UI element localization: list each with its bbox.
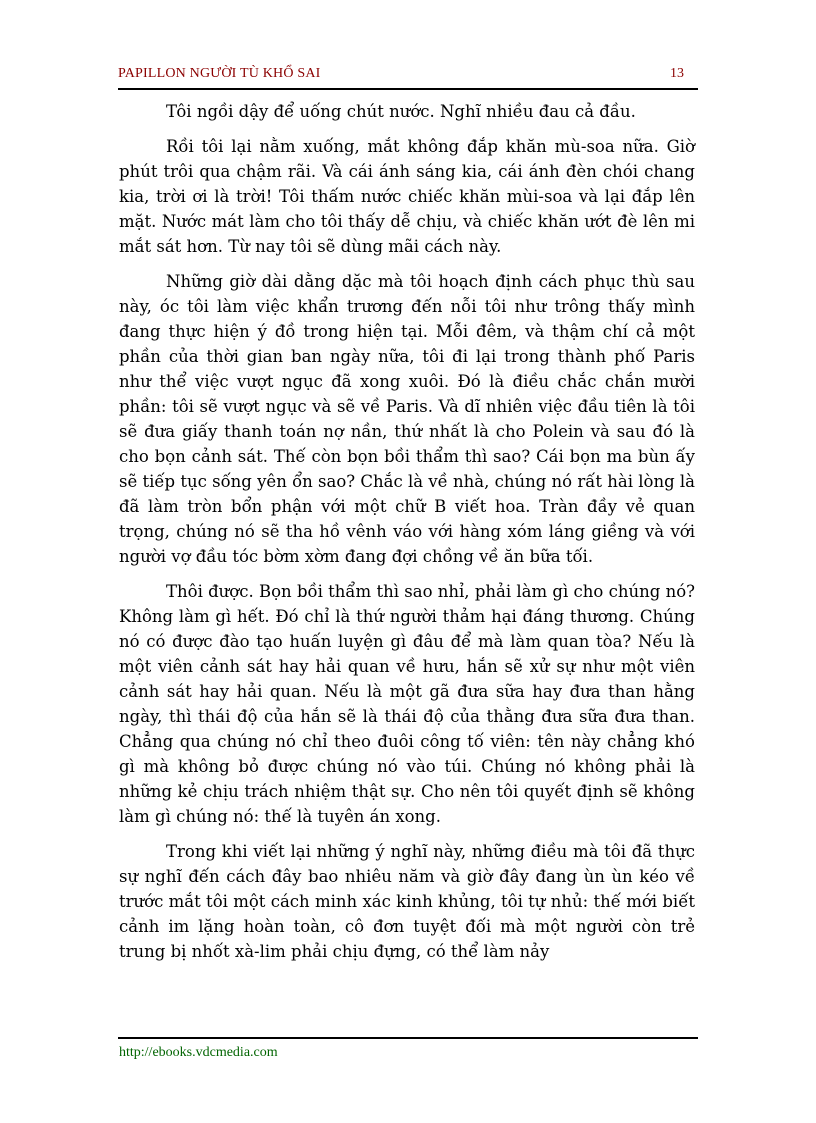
- paragraph-3: Những giờ dài dằng dặc mà tôi hoạch định cách phục thù sau này, óc tôi làm việc khẩn trương đến nỗi tôi như trông thấy mình đang thực hiện ý đồ trong hiện tại. Mỗi đêm, và thậm chí cả một phần của thời gian ban ngày nữa, tôi đi lại trong thành phố Paris như thể việc vượt ngục đã xong xuôi. Đó là điều chắc chắn mười phần: tôi sẽ vượt ngục và sẽ về Paris. Và dĩ nhiên việc đầu tiên là tôi sẽ đưa giấy thanh toán nợ nần, thứ nhất là cho Polein và sau đó là cho bọn cảnh sát. Thế còn bọn bồi thẩm thì sao? Cái bọn ma bùn ấy sẽ tiếp tục sống yên ổn sao? Chắc là về nhà, chúng nó rất hài lòng là đã làm tròn bổn phận với một chữ B viết hoa. Tràn đầy vẻ quan trọng, chúng nó sẽ tha hồ vênh váo với hàng xóm láng giềng và với người vợ đầu tóc bờm xờm đang đợi chồng về ăn bữa tối.: [119, 272, 695, 566]
- page-header: [118, 66, 698, 88]
- header-divider: [118, 88, 698, 90]
- book-title: PAPILLON NGƯỜI TÙ KHỔ SAI: [118, 66, 321, 81]
- page-body: [119, 99, 695, 974]
- paragraph-4: Thôi được. Bọn bồi thẩm thì sao nhỉ, phải làm gì cho chúng nó? Không làm gì hết. Đó chỉ là thứ người thảm hại đáng thương. Chúng nó có được đào tạo huấn luyện gì đâu để mà làm quan tòa? Nếu là một viên cảnh sát hay hải quan về hưu, hắn sẽ xử sự như một viên cảnh sát hay hải quan. Nếu là một gã đưa sữa hay đưa than hằng ngày, thì thái độ của hắn sẽ là thái độ của thằng đưa sữa đưa than. Chẳng qua chúng nó chỉ theo đuôi công tố viên: tên này chẳng khó gì mà không bỏ được chúng nó vào túi. Chúng nó không phải là những kẻ chịu trách nhiệm thật sự. Cho nên tôi quyết định sẽ không làm gì chúng nó: thế là tuyên án xong.: [119, 582, 695, 826]
- footer-link[interactable]: http://ebooks.vdcmedia.com: [119, 1045, 278, 1060]
- paragraph-5: Trong khi viết lại những ý nghĩ này, những điều mà tôi đã thực sự nghĩ đến cách đây bao nhiêu năm và giờ đây đang ùn ùn kéo về trước mắt tôi một cách minh xác kinh khủng, tôi tự nhủ: thế mới biết cảnh im lặng hoàn toàn, cô đơn tuyệt đối mà một người còn trẻ trung bị nhốt xà-lim phải chịu đựng, có thể làm nảy: [119, 842, 695, 961]
- paragraph-2: Rồi tôi lại nằm xuống, mắt không đắp khăn mù-soa nữa. Giờ phút trôi qua chậm rãi. Và cái ánh sáng kia, cái ánh đèn chói chang kia, trời ơi là trời! Tôi thấm nước chiếc khăn mùi-soa và lại đắp lên mặt. Nước mát làm cho tôi thấy dễ chịu, và chiếc khăn ướt đè lên mi mắt sát hơn. Từ nay tôi sẽ dùng mãi cách này.: [119, 137, 695, 256]
- paragraph-1: Tôi ngồi dậy để uống chút nước. Nghĩ nhiều đau cả đầu.: [166, 102, 636, 121]
- footer-divider: [118, 1037, 698, 1039]
- page-number: 13: [670, 66, 684, 81]
